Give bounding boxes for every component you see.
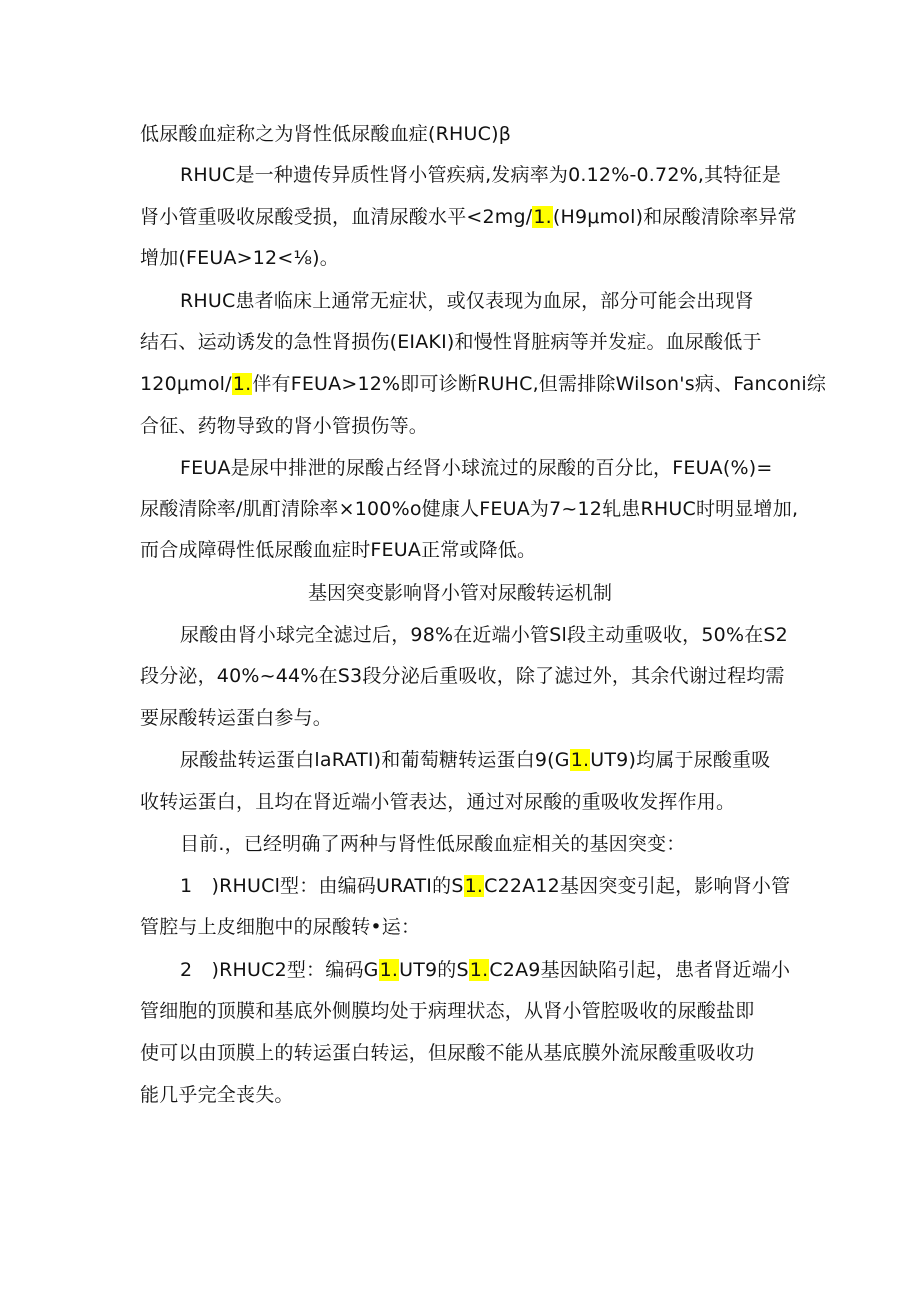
- highlighted-text: 1.: [533, 206, 552, 228]
- highlighted-text: 1.: [464, 875, 484, 897]
- text-run: 1 )RHUCl型：由编码URATI的S: [180, 875, 464, 897]
- text-line: [180, 957, 790, 983]
- highlighted-text: 1.: [379, 959, 399, 981]
- text-line: [140, 204, 797, 230]
- text-line: [180, 622, 788, 648]
- text-line: [140, 496, 798, 522]
- highlighted-text: 1.: [570, 749, 590, 771]
- text-line: [140, 998, 754, 1024]
- text-line: [140, 663, 785, 689]
- text-line: [140, 371, 826, 397]
- text-line: [180, 162, 781, 188]
- text-line: [180, 873, 790, 899]
- text-run: 2 )RHUC2型：编码G: [180, 959, 379, 981]
- text-line: [140, 413, 428, 439]
- text-run: 120μmol/: [140, 373, 232, 395]
- text-run: 低尿酸血症称之为肾性低尿酸血症(RHUC)β: [140, 123, 512, 145]
- text-run: 尿酸清除率/肌酊清除率×100%o健康人FEUA为7~12轧患RHUC时明显增加,: [140, 498, 799, 520]
- text-line: [140, 789, 735, 815]
- text-line: [140, 1040, 754, 1066]
- text-run: 使可以由顶膜上的转运蛋白转运，但尿酸不能从基底膜外流尿酸重吸收功: [140, 1042, 755, 1064]
- text-run: C22A12基因突变引起，影响肾小管: [484, 875, 791, 897]
- text-line: [140, 705, 332, 731]
- text-line: [140, 1082, 294, 1108]
- text-run: RHUC患者临床上通常无症状，或仅表现为血尿，部分可能会出现肾: [180, 290, 754, 312]
- text-run: 目前.，已经明确了两种与肾性低尿酸血症相关的基因突变：: [180, 833, 686, 855]
- text-run: 增加(FEUA>12<⅛)。: [140, 247, 339, 269]
- text-run: (H9μmol)和尿酸清除率异常: [552, 206, 797, 228]
- text-run: 管细胞的顶膜和基底外侧膜均处于病理状态，从肾小管腔吸收的尿酸盐即: [140, 1000, 755, 1022]
- text-run: 尿酸由肾小球完全滤过后，98%在近端小管Sl段主动重吸收，50%在S2: [180, 624, 788, 646]
- text-run: 尿酸盐转运蛋白laRATI)和葡萄糖转运蛋白9(G: [180, 749, 570, 771]
- text-line: [140, 329, 762, 355]
- section-heading: 基因突变影响肾小管对尿酸转运机制: [307, 582, 612, 604]
- text-run: 收转运蛋白，且均在肾近端小管表达，通过对尿酸的重吸收发挥作用。: [140, 791, 736, 813]
- text-run: FEUA是尿中排泄的尿酸占经肾小球流过的尿酸的百分比，FEUA(%)=: [180, 457, 773, 479]
- text-run: 段分泌，40%~44%在S3段分泌后重吸收，除了滤过外，其余代谢过程均需: [140, 665, 785, 687]
- text-line: [140, 121, 511, 147]
- text-line: [180, 288, 754, 314]
- highlighted-text: 1.: [469, 959, 489, 981]
- text-line: [180, 831, 685, 857]
- text-run: UT9)均属于尿酸重吸: [590, 749, 771, 771]
- text-run: UT9的S: [399, 959, 469, 981]
- text-line: [140, 245, 339, 271]
- text-line: [180, 455, 772, 481]
- text-run: 要尿酸转运蛋白参与。: [140, 707, 333, 729]
- text-run: 伴有FEUA>12%即可诊断RUHC,但需排除Wilson's病、Fanconi综: [252, 373, 827, 395]
- text-line: [140, 914, 420, 940]
- text-run: 管腔与上皮细胞中的尿酸转•运：: [140, 916, 421, 938]
- text-line: [140, 537, 536, 563]
- text-line: [180, 747, 770, 773]
- text-run: 结石、运动诱发的急性肾损伤(EIAKI)和慢性肾脏病等并发症。血尿酸低于: [140, 331, 762, 353]
- highlighted-text: 1.: [232, 373, 252, 395]
- text-run: 肾小管重吸收尿酸受损，血清尿酸水平<2mg∕: [140, 206, 533, 228]
- text-run: C2A9基因缺陷引起，患者肾近端小: [489, 959, 791, 981]
- text-run: 而合成障碍性低尿酸血症时FEUA正常或降低。: [140, 539, 537, 561]
- text-run: 能几乎完全丧失。: [140, 1084, 294, 1106]
- text-run: 合征、药物导致的肾小管损伤等。: [140, 415, 429, 437]
- text-run: RHUC是一种遗传异质性肾小管疾病,发病率为0.12%-0.72%,其特征是: [180, 164, 781, 186]
